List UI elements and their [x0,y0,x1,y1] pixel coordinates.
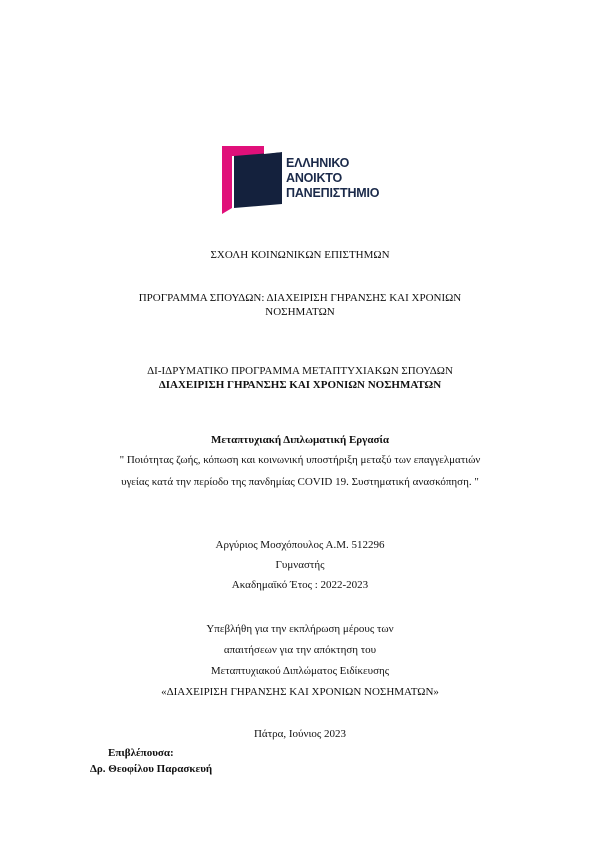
place-date: Πάτρα, Ιούνιος 2023 [253,728,347,740]
thesis-title-line-2: υγείας κατά την περίοδο της πανδημίας COVID 19. Συστηματική ανασκόπηση. " [121,476,479,488]
submission-line-4: «ΔΙΑΧΕΙΡΙΣΗ ΓΗΡΑΝΣΗΣ ΚΑΙ ΧΡΟΝΙΩΝ ΝΟΣΗΜΑΤΩΝ» [161,686,439,698]
program-line-2: ΝΟΣΗΜΑΤΩΝ [265,306,335,318]
supervisor-label: Επιβλέπουσα: [108,747,174,759]
interinstitutional-line-1: ΔΙ-ΙΔΡΥΜΑΤΙΚΟ ΠΡΟΓΡΑΜΜΑ ΜΕΤΑΠΤΥΧΙΑΚΩΝ ΣΠΟΥΔΩΝ [147,365,453,377]
logo-line-2: ΑΝΟΙΚΤΟ [286,171,343,185]
author-name: Αργύριος Μοσχόπουλος Α.Μ. 512296 [215,539,385,551]
academic-year: Ακαδημαϊκό Έτος : 2022-2023 [231,579,369,591]
logo-line-3: ΠΑΝΕΠΙΣΤΗΜΙΟ [286,186,380,200]
author-profession: Γυμναστής [275,559,325,571]
school-name: ΣΧΟΛΗ ΚΟΙΝΩΝΙΚΩΝ ΕΠΙΣΤΗΜΩΝ [210,249,390,261]
interinstitutional-line-2: ΔΙΑΧΕΙΡΙΣΗ ΓΗΡΑΝΣΗΣ ΚΑΙ ΧΡΟΝΙΩΝ ΝΟΣΗΜΑΤΩΝ [158,379,442,391]
supervisor-name: Δρ. Θεοφίλου Παρασκευή [90,763,213,775]
submission-line-3: Μεταπτυχιακού Διπλώματος Ειδίκευσης [210,665,390,677]
program-line-1: ΠΡΟΓΡΑΜΜΑ ΣΠΟΥΔΩΝ: ΔΙΑΧΕΙΡΙΣΗ ΓΗΡΑΝΣΗΣ ΚΑΙ ΧΡΟΝΙΩΝ [138,292,462,304]
thesis-heading: Μεταπτυχιακή Διπλωματική Εργασία [210,434,389,446]
thesis-title-line-1: " Ποιότητας ζωής, κόπωση και κοινωνική υποστήριξη μεταξύ των επαγγελματιών [119,454,481,466]
university-logo-mark [220,142,284,214]
university-logo [220,142,420,214]
logo-line-1: ΕΛΛΗΝΙΚΟ [286,156,350,170]
university-logo-text [286,156,379,201]
submission-line-1: Υπεβλήθη για την εκπλήρωση μέρους των [206,623,394,635]
submission-line-2: απαιτήσεων για την απόκτηση του [223,644,377,656]
